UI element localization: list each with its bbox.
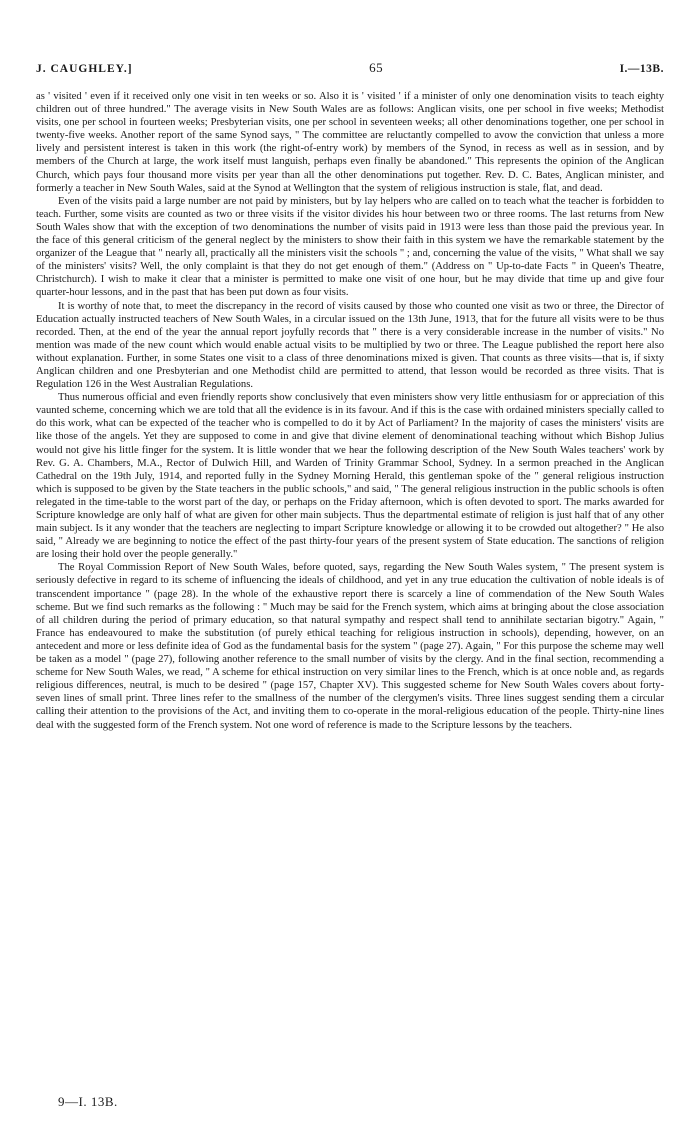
paragraph-3: It is worthy of note that, to meet the discrepancy in the record of visits caused by those who counted one visit as two or three, the Director of Education actually instructed teachers of New South Wales, in a circular issued on the 13th June, 1913, that for the future all visits were to be thus recorded. Then, at the end of the year the annual report joyfully records that " there is a very considerable increase in the number of visits." No mention was made of the new count which would enable actual visits to be multiplied by two or three. The League published the report here also without explanation. Further, in some States one visit to a class of three denominations mixed is given. That counts as three visits—that is, if sixty Anglican children and one Presbyterian and one Methodist child are permitted to attend, that lesson would be recorded as three visits. That is Regulation 126 in the West Australian Regulations. [36, 300, 664, 391]
paragraph-2: Even of the visits paid a large number are not paid by ministers, but by lay helpers who are called on to teach what the teacher is forbidden to teach. Further, some visits are counted as two or three visits if the visitor divides his hour between two or three rooms. The last returns from New South Wales show that with the exception of two denominations the number of visits paid in 1913 were less than those paid the previous year. In the face of this general criticism of the general neglect by the ministers to show their faith in this system we have the remarkable statement by the organizer of the League that " nearly all, practically all the ministers visit the schools " ; and, concerning the value of the visits, " What shall we say of the ministers' visits? Well, the only complaint is that they do not get enough of them." (Address on " Up-to-date Facts " in Queen's Theatre, Christchurch). I wish to make it clear that a minister is permitted to make one visit of one hour, but he may divide that time up and give four quarter-hour lessons, and in the past that has been put down as four visits. [36, 195, 664, 299]
paragraph-4: Thus numerous official and even friendly reports show conclusively that even ministers show very little enthusiasm for or appreciation of this vaunted scheme, concerning which we are told that all the evidence is in its favour. And if this is the case with ordained ministers specially called to do this work, what can be expected of the teacher who is compelled to do it by Act of Parliament? In the majority of cases the ministers' visits are like those of the angels. Yet they are supposed to come in and give that divine element of denominational teaching without which Bishop Julius would not give his little finger for the system. It is little wonder that we hear the following description of the New South Wales teachers' work by Rev. G. A. Chambers, M.A., Rector of Dulwich Hill, and Warden of Trinity Grammar School, Sydney. In a sermon preached in the Anglican Cathedral on the 19th July, 1914, and reported fully in the Sydney Morning Herald, this gentleman spoke of the " general religious instruction which is supposed to be given by the State teachers in the public schools," and said, " The general religious instruction in the public schools is often relegated in the time-table to the worst part of the day, or perhaps on the Friday afternoon, which is often devoted to sport. The marks awarded for Scripture knowledge are only half of what are given for other main subjects. Thus the departmental estimate of religion is just half that of any other main subject. Is it any wonder that the teachers are neglecting to impart Scripture knowledge or allowing it to be crowded out altogether? " He also said, " Already we are beginning to notice the effect of the past thirty-four years of the present system of State education. The sanctions of religion are losing their hold over the people generally." [36, 392, 664, 561]
paragraph-5: The Royal Commission Report of New South Wales, before quoted, says, regarding the New South Wales system, " The present system is seriously defective in regard to its scheme of influencing the ideals of childhood, and yet in any true education the cultivation of noble ideals is of transcendent importance " (page 28). In the whole of the exhaustive report there is scarcely a line of commendation of the New South Wales scheme. But we find such remarks as the following : " Much may be said for the French system, which aims at bringing about the close association of all children during the period of primary education, so that natural sympathy and respect shall tend to annihilate sectarian bigotry." Again, " France has endeavoured to make the substitution (of purely ethical teaching for religious instruction in schools), depending, however, on an antecedent and more or less definite idea of God as the fundamental basis for the system " (page 27). Again, " For this purpose the scheme may well be taken as a model " (page 27), following another reference to the small number of visits by the clergy. And in the final section, recommending a scheme for New South Wales, we read, " A scheme for ethical instruction on very similar lines to the French, which is at once noble and, as regards religious differences, neutral, is much to be desired " (page 157, Chapter XV). This suggested scheme for New South Wales covers about forty-seven lines of small print. Three lines refer to the smallness of the number of the clergymen's visits. Three lines suggest sending them a circular calling their attention to the provisions of the Act, and inviting them to co-operate in the moral-religious education of the people. Thirty-nine lines deal with the suggested form of the French system. Not one word of reference is made to the Scripture lessons by the teachers. [36, 562, 664, 731]
header-author: J. CAUGHLEY.] [36, 63, 133, 75]
document-body [36, 90, 664, 732]
page-number: 65 [369, 60, 384, 75]
page-header [36, 60, 664, 76]
paragraph-1: as ' visited ' even if it received only one visit in ten weeks or so. Also it is ' visited ' if a minister of only one denomination visits to teach eighty children out of three hundred." The average visits in New South Wales are as follows: Anglican visits, one per school in five weeks; Methodist visits, one per school in fourteen weeks; Presbyterian visits, one per school in seventeen weeks; all other denominations together, one per school in twenty-five weeks. Another report of the same Synod says, " The committee are reluctantly compelled to avow the conviction that unless a more lively and persistent interest is taken in this work (the right-of-entry work) by members of the Synod, in recess as well as in session, and by members of the Church at large, the work itself must languish, perhaps even finally be abandoned." This represents the opinion of the Anglican Church, which pays four thousand more visits per year than all the other denominations put together. Rev. D. C. Bates, Anglican minister, and formerly a teacher in New South Wales, said at the Synod at Wellington that the system of religious instruction is stale, flat, and dead. [36, 91, 664, 194]
signature-mark: 9—I. 13B. [58, 1094, 118, 1109]
section-reference: I.—13B. [619, 63, 664, 75]
